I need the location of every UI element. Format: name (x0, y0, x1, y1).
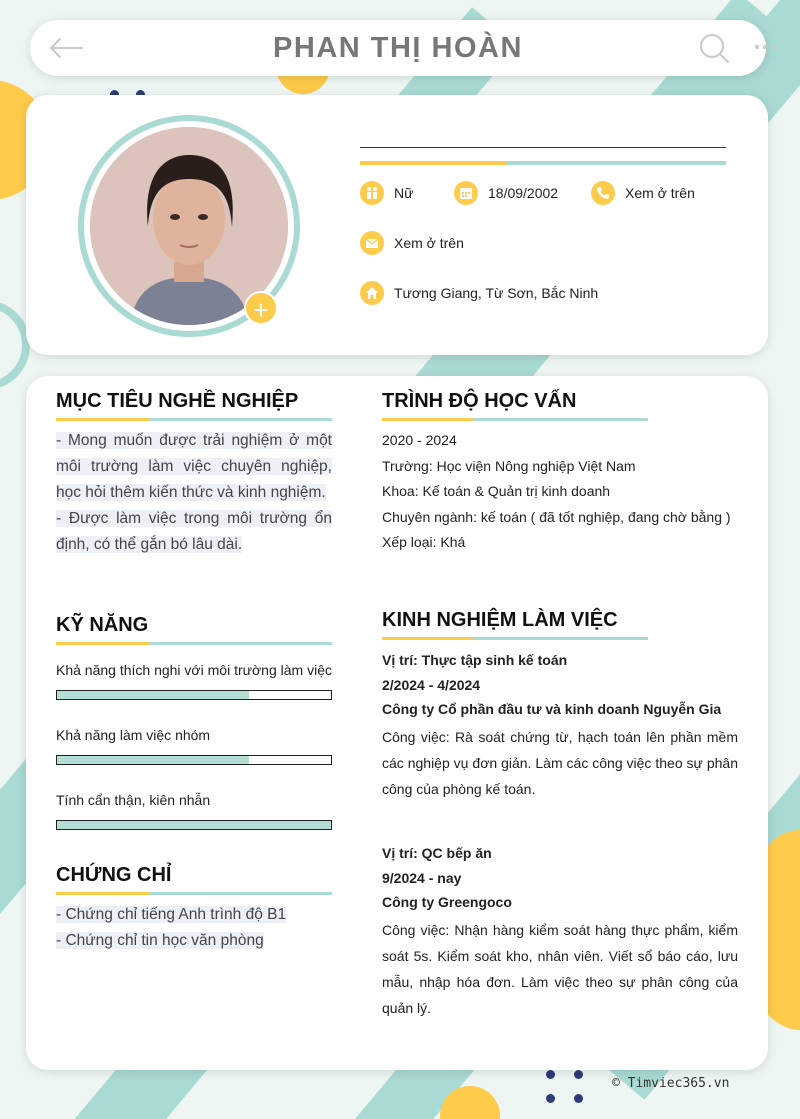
more-options-icon[interactable] (754, 42, 776, 52)
certificates-bar (56, 892, 332, 895)
email-value: Xem ở trên (394, 235, 464, 251)
job-period: 2/2024 - 4/2024 (382, 676, 481, 693)
gender-info (360, 181, 413, 205)
skill-label: Khả năng thích nghi với môi trường làm việc (56, 662, 332, 678)
watermark-text: © Timviec365.vn (612, 1076, 730, 1091)
objective-line: - Mong muốn được trải nghiệm ở một môi trường làm việc chuyên nghiệp, học hỏi thêm kiến thức và kinh nghiệm. (56, 432, 332, 501)
skill-label: Tính cẩn thận, kiên nhẫn (56, 792, 211, 808)
certificate-item: - Chứng chỉ tin học văn phòng (56, 932, 264, 949)
education-line: Trường: Học viện Nông nghiệp Việt Nam (382, 457, 636, 474)
skills-bar (56, 642, 332, 645)
address-value: Tương Giang, Từ Sơn, Bắc Ninh (394, 285, 599, 301)
objective-line: - Được làm việc trong môi trường ổn định, có thể gắn bó lâu dài. (56, 510, 332, 553)
job-description: Công việc: Rà soát chứng từ, hạch toán lên phần mềm các nghiệp vụ đơn giản. Làm các công việc theo sự phân công của phòng kế toán. (382, 728, 738, 797)
objective-bar (56, 418, 332, 421)
name-underline (360, 147, 726, 148)
email-info (360, 231, 464, 255)
skill-fill (57, 691, 249, 699)
job-entry (382, 648, 738, 802)
profile-card (26, 95, 768, 355)
dob-info (454, 181, 558, 205)
address-info (360, 281, 598, 305)
gender-icon (360, 181, 384, 205)
education-bar (382, 418, 648, 421)
resume-body (26, 376, 768, 1070)
job-entry (382, 841, 738, 1021)
skill-meter (56, 820, 332, 830)
skill-meter (56, 690, 332, 700)
job-position: Vị trí: Thực tập sinh kế toán (382, 652, 568, 668)
education-line: Chuyên ngành: kế toán ( đã tốt nghiệp, đang chờ bằng ) (382, 508, 731, 525)
name-accent-bar (360, 161, 726, 165)
education-line: Khoa: Kế toán & Quản trị kinh doanh (382, 483, 611, 499)
certificate-item: - Chứng chỉ tiếng Anh trình độ B1 (56, 906, 287, 923)
phone-info (591, 181, 695, 205)
skill-label: Khả năng làm việc nhóm (56, 727, 211, 743)
phone-value: Xem ở trên (625, 185, 695, 201)
email-icon (360, 231, 384, 255)
education-line: Xếp loại: Khá (382, 534, 466, 550)
certificates-title: CHỨNG CHỈ (56, 864, 172, 886)
gender-value: Nữ (394, 185, 414, 201)
dob-value: 18/09/2002 (488, 185, 559, 201)
education-details (382, 428, 731, 556)
job-position: Vị trí: QC bếp ăn (382, 845, 492, 861)
experience-bar (382, 637, 648, 640)
skills-title: KỸ NĂNG (56, 614, 149, 636)
add-photo-button[interactable]: + (244, 291, 278, 325)
phone-icon (591, 181, 615, 205)
objective-title: MỤC TIÊU NGHỀ NGHIỆP (56, 390, 299, 412)
job-company: Công ty Cổ phần đầu tư và kinh doanh Nguyễn Gia (382, 701, 722, 717)
skill-meter (56, 755, 332, 765)
skill-fill (57, 756, 249, 764)
certificates-list (56, 902, 332, 954)
top-bar (30, 20, 766, 76)
job-description: Công việc: Nhận hàng kiểm soát hàng thực phẩm, kiểm soát 5s. Kiểm soát kho, nhân viên. Viết sổ báo cáo, lưu mẫu, nhập hóa đơn. Làm việc theo sự phân công của quản lý. (382, 921, 738, 1016)
education-line: 2020 - 2024 (382, 432, 457, 448)
search-icon[interactable] (698, 32, 730, 64)
experience-title: KINH NGHIỆM LÀM VIỆC (382, 609, 618, 631)
back-arrow-icon[interactable] (48, 36, 84, 60)
job-period: 9/2024 - nay (382, 869, 462, 886)
job-company: Công ty Greengoco (382, 894, 512, 910)
education-title: TRÌNH ĐỘ HỌC VẤN (382, 390, 577, 412)
home-icon (360, 281, 384, 305)
skill-fill (57, 821, 331, 829)
calendar-icon (454, 181, 478, 205)
page-title: PHAN THỊ HOÀN (273, 31, 523, 64)
objective-text (56, 428, 332, 558)
